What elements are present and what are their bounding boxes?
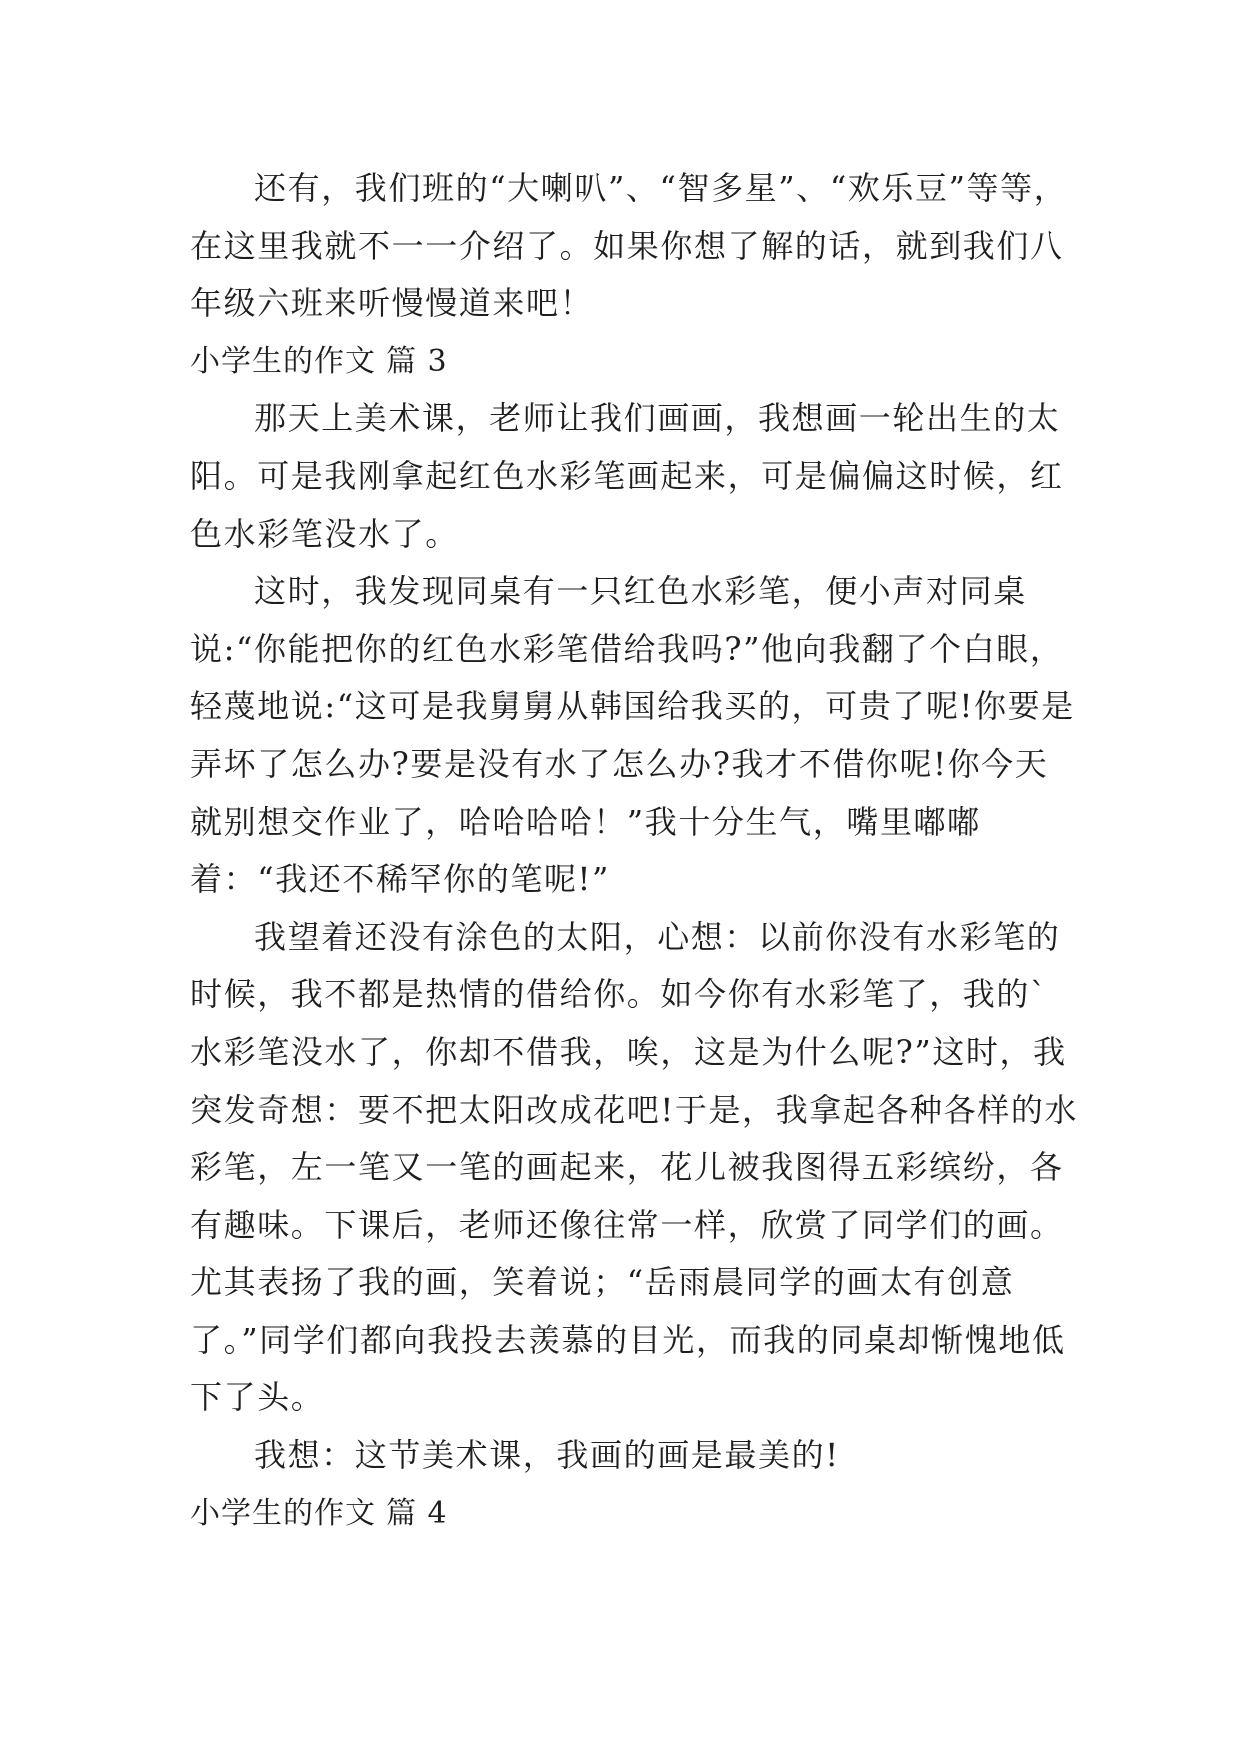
paragraph-art-class: 那天上美术课，老师让我们画画，我想画一轮出生的太阳。可是我刚拿起红色水彩笔画起来，可是偏偏这时候，红色水彩笔没水了。: [190, 399, 1064, 553]
essay-heading-title: 小学生的作文: [190, 1495, 376, 1531]
paragraph-conclusion: 我想：这节美术课，我画的画是最美的!: [254, 1436, 840, 1475]
essay-heading-3: [190, 333, 1080, 391]
paragraph-intro-end: 还有，我们班的“大喇叭”、“智多星”、“欢乐豆”等等，在这里我就不一一介绍了。如果你想了解的话，就到我们八年级六班来听慢慢道来吧！: [190, 169, 1068, 323]
essay-heading-4: [190, 1485, 1080, 1543]
document-page: [190, 160, 1080, 1542]
essay-heading-title: 小学生的作文: [190, 343, 376, 379]
essay-heading-number: 篇 4: [386, 1495, 448, 1531]
essay-heading-number: 篇 3: [386, 343, 448, 379]
paragraph-deskmate: 这时，我发现同桌有一只红色水彩笔，便小声对同桌说:“你能把你的红色水彩笔借给我吗?”他向我翻了个白眼，轻蔑地说:“这可是我舅舅从韩国给我买的，可贵了呢!你要是弄坏了怎么办?要是没有水了怎么办?我才不借你呢!你今天就别想交作业了，哈哈哈哈！”我十分生气，嘴里嘟嘟着：“我还不稀罕你的笔呢!”: [190, 572, 1075, 899]
paragraph-sun-to-flower: 我望着还没有涂色的太阳，心想：以前你没有水彩笔的时候，我不都是热情的借给你。如今你有水彩笔了，我的`水彩笔没水了，你却不借我，唉，这是为什么呢?”这时，我突发奇想：要不把太阳改成花吧!于是，我拿起各种各样的水彩笔，左一笔又一笔的画起来，花儿被我图得五彩缤纷，各有趣味。下课后，老师还像往常一样，欣赏了同学们的画。尤其表扬了我的画，笑着说；“岳雨晨同学的画太有创意了。”同学们都向我投去羡慕的目光，而我的同桌却惭愧地低下了头。: [190, 917, 1079, 1417]
